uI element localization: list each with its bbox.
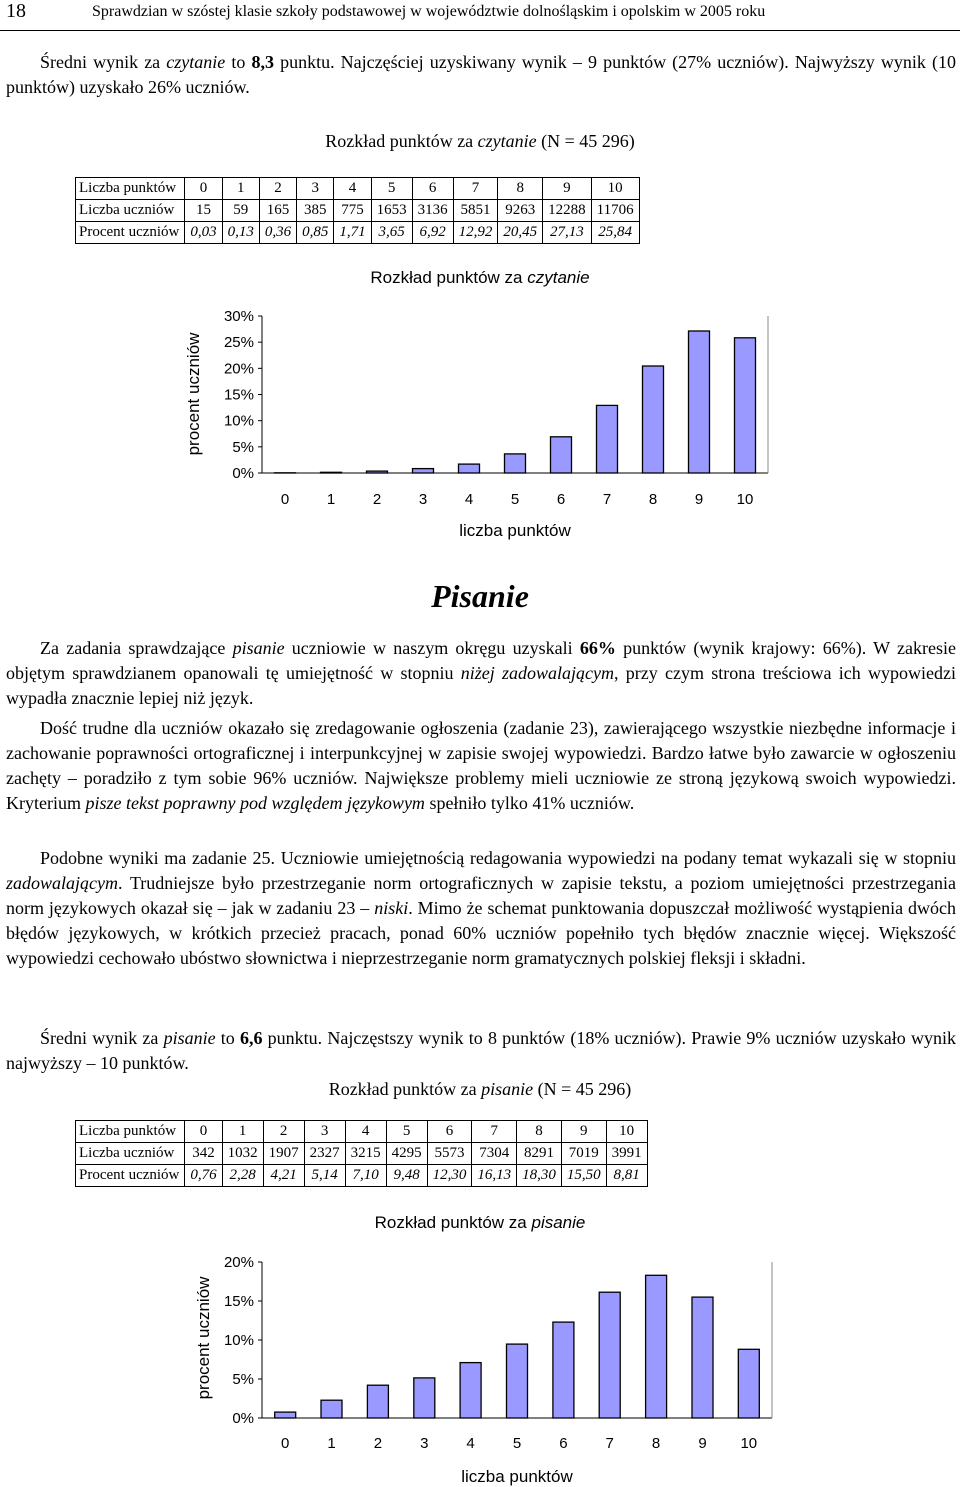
table-cell: 5 — [386, 1121, 427, 1143]
table-cell: 3,65 — [371, 222, 412, 244]
bar — [735, 338, 756, 473]
x-axis-title: liczba punktów — [459, 521, 571, 540]
text-run: pisze tekst poprawny pod względem językowym — [85, 793, 425, 813]
table-cell: 2 — [263, 1121, 304, 1143]
row-label: Liczba punktów — [76, 178, 185, 200]
x-tick-label: 9 — [694, 491, 704, 508]
bar — [505, 454, 526, 473]
text-run: spełniło tylko 41% uczniów. — [424, 793, 635, 813]
table-cell: 3136 — [412, 200, 453, 222]
writing-distribution-table — [75, 1120, 648, 1187]
table-cell: 0,85 — [297, 222, 334, 244]
table-cell: 9,48 — [386, 1165, 427, 1187]
table-cell: 9 — [561, 1121, 606, 1143]
page-number: 18 — [6, 0, 26, 22]
table-cell: 9263 — [498, 200, 543, 222]
table-cell: 342 — [185, 1143, 222, 1165]
row-label: Liczba uczniów — [76, 1143, 185, 1165]
section-heading-pisanie: Pisanie — [431, 578, 529, 614]
y-tick-label: 5% — [232, 1371, 254, 1388]
x-tick-label: 5 — [512, 1435, 522, 1452]
table-cell: 8 — [517, 1121, 562, 1143]
table-cell: 5573 — [427, 1143, 472, 1165]
x-tick-label: 2 — [373, 1435, 383, 1452]
writing-paragraph-1 — [6, 636, 956, 711]
text-run: zadowalającym — [6, 873, 118, 893]
bar — [599, 1292, 620, 1418]
bar — [553, 1322, 574, 1418]
y-tick-label: 15% — [223, 386, 254, 404]
text-run: Za zadania sprawdzające — [40, 638, 233, 658]
text-run: 6,6 — [239, 1028, 263, 1048]
table-cell: 15 — [185, 200, 222, 222]
text-run: . Trudniejsze było przestrzeganie norm ortograficznych w zapisie tekstu, a poziom umiejętności przestrzegania norm językowych okazał się – jak w zadaniu 23 – — [6, 873, 956, 918]
bar — [738, 1349, 759, 1418]
bar — [275, 1412, 296, 1418]
row-label: Procent uczniów — [76, 1165, 185, 1187]
table-cell: 12,30 — [427, 1165, 472, 1187]
table-cell: 1907 — [263, 1143, 304, 1165]
table-cell: 18,30 — [517, 1165, 562, 1187]
table-cell: 2327 — [304, 1143, 345, 1165]
x-tick-label: 1 — [327, 1435, 336, 1452]
table-cell: 8,81 — [606, 1165, 647, 1187]
table-cell: 10 — [606, 1121, 647, 1143]
text-run: niżej zadowalającym — [460, 663, 615, 683]
text-run: Podobne wyniki ma zadanie 25. Uczniowie umiejętnością redagowania wypowiedzi na podany temat wykazali się w stopniu — [40, 848, 956, 868]
table-cell: 0,36 — [259, 222, 296, 244]
table-row — [76, 1121, 648, 1143]
table-cell: 7,10 — [345, 1165, 386, 1187]
table-cell: 1 — [222, 1121, 263, 1143]
x-tick-label: 5 — [510, 491, 520, 508]
y-tick-label: 0% — [232, 465, 254, 482]
x-axis-title: liczba punktów — [461, 1467, 573, 1486]
x-tick-label: 7 — [602, 491, 612, 508]
table-cell: 8 — [498, 178, 543, 200]
table-cell: 0 — [185, 178, 222, 200]
x-tick-label: 9 — [698, 1435, 707, 1452]
reading-bar-chart — [0, 300, 960, 590]
writing-paragraph-4 — [6, 1026, 956, 1076]
x-tick-label: 10 — [736, 491, 754, 508]
table-cell: 12,92 — [453, 222, 498, 244]
table-cell: 0 — [185, 1121, 222, 1143]
table-cell: 0,13 — [222, 222, 259, 244]
y-tick-label: 10% — [223, 412, 254, 430]
writing-table-caption: Rozkład punktów za pisanie (N = 45 296) — [328, 1079, 632, 1099]
y-tick-label: 5% — [232, 438, 254, 456]
text-run: . Mimo że schemat punktowania dopuszczał możliwość wystąpienia dwóch błędów językowych, w krótkich przecież pracach, ponad 60% uczniów popełniło tych błędów znacznie więcej. Większość wypowiedzi cechowało ubóstwo słownictwa i nieprzestrzeganie norm gramatycznych polskiej fleksji i składni. — [6, 898, 956, 968]
text-run: to — [215, 1028, 240, 1048]
y-tick-label: 30% — [223, 308, 254, 325]
table-cell: 10 — [591, 178, 639, 200]
x-tick-label: 2 — [372, 491, 382, 508]
table-cell: 9 — [543, 178, 592, 200]
table-cell: 3 — [304, 1121, 345, 1143]
table-cell: 6 — [412, 178, 453, 200]
x-tick-label: 0 — [280, 491, 290, 508]
bar — [507, 1344, 528, 1418]
y-tick-label: 20% — [223, 1254, 254, 1271]
table-cell: 5 — [371, 178, 412, 200]
bar — [689, 331, 710, 473]
table-cell: 3991 — [606, 1143, 647, 1165]
table-cell: 6 — [427, 1121, 472, 1143]
reading-chart-title: Rozkład punktów za czytanie — [370, 268, 590, 287]
x-tick-label: 3 — [420, 1435, 429, 1452]
table-cell: 4,21 — [263, 1165, 304, 1187]
bar — [367, 471, 388, 473]
y-tick-label: 15% — [223, 1293, 254, 1310]
row-label: Liczba uczniów — [76, 200, 185, 222]
text-run: , przy czym strona treściowa ich wypowiedzi wypadła znacznie lepiej niż język. — [6, 663, 957, 708]
row-label: Liczba punktów — [76, 1121, 185, 1143]
y-axis-title: procent uczniów — [194, 1276, 213, 1400]
table-cell: 1653 — [371, 200, 412, 222]
y-tick-label: 0% — [232, 1410, 254, 1427]
bar — [646, 1275, 667, 1418]
table-cell: 15,50 — [561, 1165, 606, 1187]
table-cell: 3 — [297, 178, 334, 200]
table-cell: 25,84 — [591, 222, 639, 244]
bar — [414, 1378, 435, 1418]
text-run: Dość trudne dla uczniów okazało się zredagowanie ogłoszenia (zadanie 23), zawierającego wszystkie niezbędne informacje i zachowanie poprawności ortograficznej i interpunkcyjnej w zapisie swojej wypowiedzi. Bardzo łatwe było zawarcie w ogłoszeniu zachęty – poradziło z tym sobie 96% uczniów. Największe problemy mieli uczniowie ze stroną językową swoich wypowiedzi. Kryterium — [6, 718, 956, 813]
bar — [692, 1297, 713, 1418]
table-cell: 1 — [222, 178, 259, 200]
bar — [597, 405, 618, 473]
table-cell: 20,45 — [498, 222, 543, 244]
text-run: punktów (wynik krajowy: 66%). W zakresie objętym sprawdzianem opanowali tę umiejętność w stopniu — [6, 638, 956, 683]
text-run: punktu. Najczęstszy wynik to 8 punktów (18% uczniów). Prawie 9% uczniów uzyskało wynik najwyższy – 10 punktów. — [6, 1028, 956, 1073]
bar — [459, 464, 480, 473]
table-cell: 12288 — [543, 200, 592, 222]
table-cell: 1032 — [222, 1143, 263, 1165]
table-cell: 59 — [222, 200, 259, 222]
text-run: 66% — [579, 638, 616, 658]
table-cell: 8291 — [517, 1143, 562, 1165]
x-tick-label: 10 — [740, 1435, 758, 1452]
table-cell: 7019 — [561, 1143, 606, 1165]
table-cell: 2,28 — [222, 1165, 263, 1187]
bar — [551, 437, 572, 473]
page-header — [0, 0, 960, 31]
row-label: Procent uczniów — [76, 222, 185, 244]
x-tick-label: 6 — [556, 491, 566, 508]
x-tick-label: 1 — [326, 491, 336, 508]
writing-paragraph-3 — [6, 846, 956, 971]
table-cell: 27,13 — [543, 222, 592, 244]
reading-table-caption: Rozkład punktów za czytanie (N = 45 296) — [325, 131, 635, 151]
bar — [643, 366, 664, 473]
y-tick-label: 10% — [223, 1332, 254, 1349]
table-cell: 0,76 — [185, 1165, 222, 1187]
bar — [367, 1385, 388, 1418]
table-cell: 11706 — [591, 200, 639, 222]
table-cell: 4 — [334, 178, 371, 200]
x-tick-label: 4 — [466, 1435, 475, 1452]
table-cell: 3215 — [345, 1143, 386, 1165]
table-cell: 6,92 — [412, 222, 453, 244]
x-tick-label: 7 — [605, 1435, 614, 1452]
bar — [321, 1400, 342, 1418]
y-tick-label: 20% — [223, 360, 254, 378]
table-row — [76, 222, 640, 244]
table-row — [76, 178, 640, 200]
writing-paragraph-2 — [6, 716, 956, 816]
table-row — [76, 1143, 648, 1165]
intro-paragraph: Średni wynik za czytanie to 8,3 punktu. Najczęściej uzyskiwany wynik – 9 punktów (27% uczniów). Najwyższy wynik (10 punktów) uzyskało 26% uczniów. — [6, 52, 956, 97]
writing-chart-title: Rozkład punktów za pisanie — [374, 1213, 586, 1232]
table-row — [76, 1165, 648, 1187]
table-cell: 16,13 — [472, 1165, 517, 1187]
table-cell: 4 — [345, 1121, 386, 1143]
text-run: pisanie — [163, 1028, 216, 1048]
table-cell: 2 — [259, 178, 296, 200]
table-cell: 0,03 — [185, 222, 222, 244]
bar — [413, 469, 434, 473]
x-tick-label: 8 — [651, 1435, 661, 1452]
text-run: Średni wynik za — [40, 1028, 164, 1048]
table-cell: 165 — [259, 200, 296, 222]
x-tick-label: 8 — [648, 491, 658, 508]
bar — [321, 472, 342, 473]
header-title: Sprawdzian w szóstej klasie szkoły podstawowej w województwie dolnośląskim i opolskim w 2005 roku — [92, 3, 766, 20]
x-tick-label: 6 — [559, 1435, 568, 1452]
text-run: uczniowie w naszym okręgu uzyskali — [284, 638, 580, 658]
table-cell: 775 — [334, 200, 371, 222]
text-run: niski — [374, 898, 409, 918]
table-cell: 7 — [472, 1121, 517, 1143]
bar — [460, 1363, 481, 1418]
table-cell: 7304 — [472, 1143, 517, 1165]
x-tick-label: 0 — [281, 1435, 290, 1452]
table-cell: 7 — [453, 178, 498, 200]
y-tick-label: 25% — [223, 334, 254, 352]
table-cell: 385 — [297, 200, 334, 222]
table-cell: 5,14 — [304, 1165, 345, 1187]
table-cell: 4295 — [386, 1143, 427, 1165]
table-row — [76, 200, 640, 222]
text-run: pisanie — [232, 638, 285, 658]
table-cell: 1,71 — [334, 222, 371, 244]
reading-distribution-table — [75, 177, 640, 244]
writing-bar-chart — [0, 1242, 960, 1487]
x-tick-label: 4 — [464, 491, 474, 508]
y-axis-title: procent uczniów — [184, 332, 203, 456]
x-tick-label: 3 — [418, 491, 428, 508]
table-cell: 5851 — [453, 200, 498, 222]
